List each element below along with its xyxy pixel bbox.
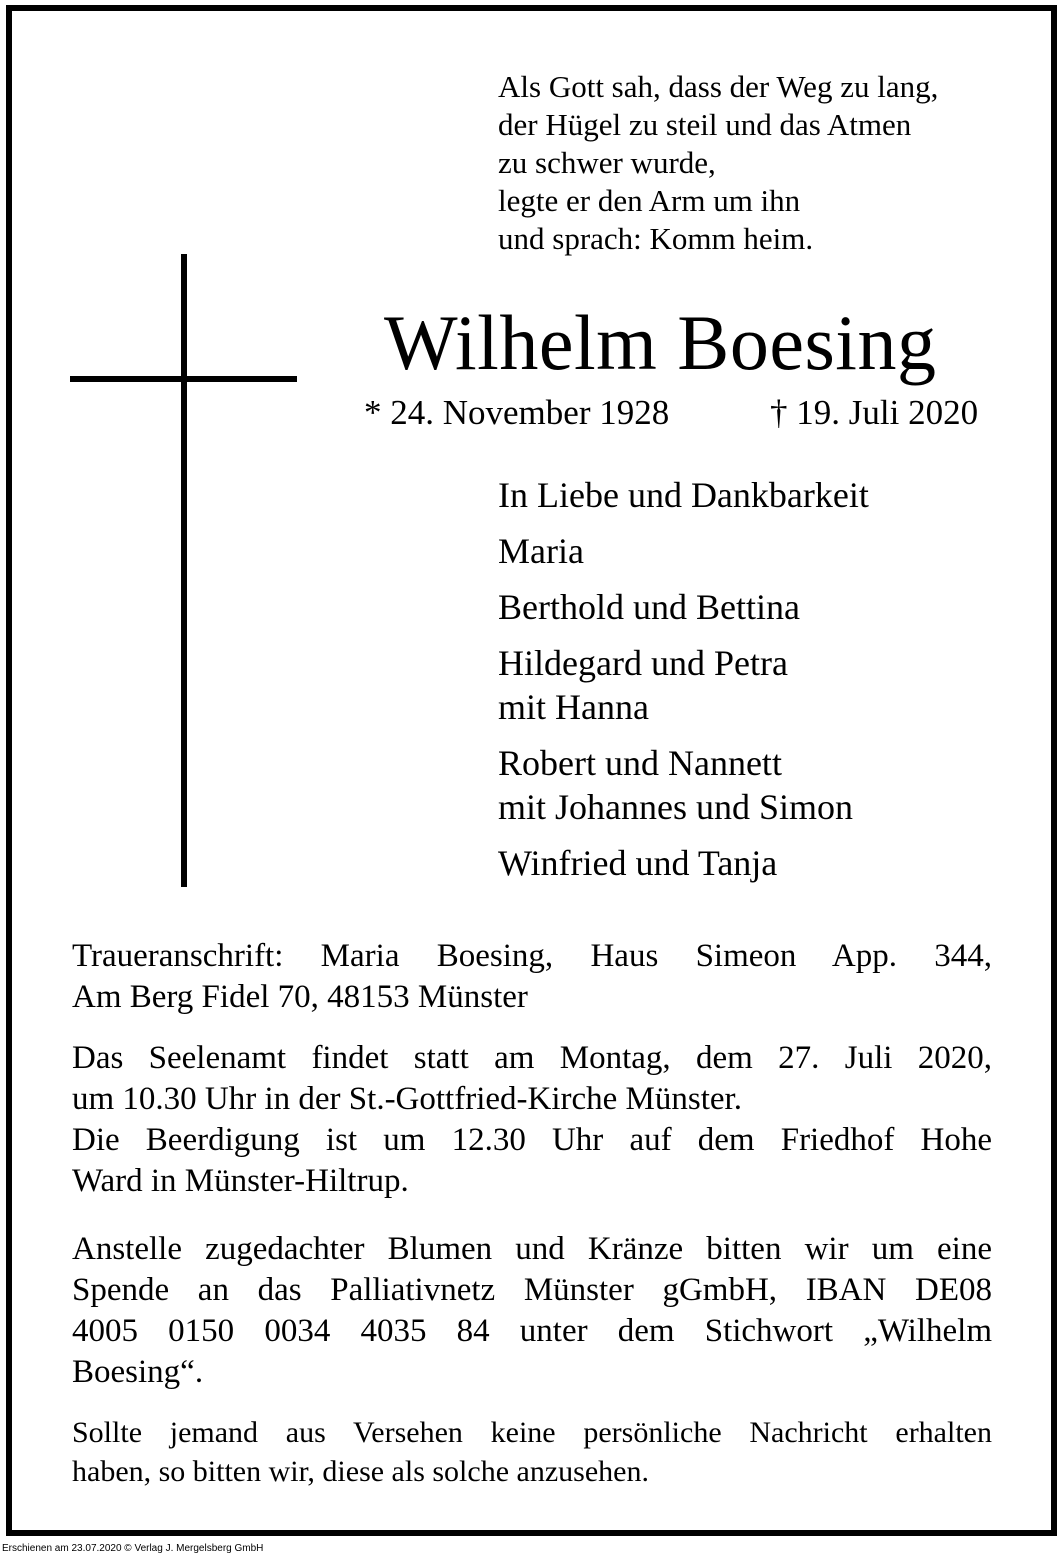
- note-line: Sollte jemand aus Versehen keine persönliche Nachricht erhalten: [72, 1416, 992, 1449]
- mourning-address: [72, 936, 992, 1018]
- mourner-line: Hildegard und Petra: [498, 643, 788, 683]
- poem: [498, 68, 938, 258]
- service-line: Das Seelenamt findet statt am Montag, dem 27. Juli 2020,: [72, 1040, 992, 1076]
- deceased-name: Wilhelm Boesing: [384, 299, 937, 386]
- poem-line: und sprach: Komm heim.: [498, 221, 814, 256]
- mourner-entry: [498, 841, 869, 885]
- mourners-list: [498, 473, 869, 897]
- mourner-entry: [498, 641, 869, 729]
- donation-info: [72, 1229, 992, 1393]
- service-line: Ward in Münster-Hiltrup.: [72, 1163, 409, 1199]
- mourner-entry: [498, 529, 869, 573]
- death-date: † 19. Juli 2020: [770, 393, 979, 432]
- mourner-line: Maria: [498, 531, 584, 571]
- service-line: um 10.30 Uhr in der St.-Gottfried-Kirche Münster.: [72, 1081, 742, 1117]
- cross-icon: [181, 254, 187, 887]
- donation-line: Spende an das Palliativnetz Münster gGmbH, IBAN DE08: [72, 1272, 992, 1308]
- service-info: [72, 1038, 992, 1202]
- address-line: Am Berg Fidel 70, 48153 Münster: [72, 979, 528, 1015]
- mourner-line: mit Johannes und Simon: [498, 787, 854, 827]
- cross-icon-bar: [70, 376, 297, 382]
- notification-note: [72, 1413, 992, 1491]
- donation-line: 4005 0150 0034 4035 84 unter dem Stichwort „Wilhelm: [72, 1313, 992, 1349]
- mourner-line: Winfried und Tanja: [498, 843, 778, 883]
- poem-line: zu schwer wurde,: [498, 145, 716, 180]
- service-line: Die Beerdigung ist um 12.30 Uhr auf dem Friedhof Hohe: [72, 1122, 992, 1158]
- publication-footer: Erschienen am 23.07.2020 © Verlag J. Mergelsberg GmbH: [2, 1543, 264, 1554]
- mourner-entry: [498, 741, 869, 829]
- mourners-intro: In Liebe und Dankbarkeit: [498, 475, 869, 515]
- mourner-line: Robert und Nannett: [498, 743, 782, 783]
- mourner-line: mit Hanna: [498, 687, 649, 727]
- donation-line: Anstelle zugedachter Blumen und Kränze bitten wir um eine: [72, 1231, 992, 1267]
- donation-line: Boesing“.: [72, 1354, 204, 1390]
- poem-line: Als Gott sah, dass der Weg zu lang,: [498, 69, 939, 104]
- note-line: haben, so bitten wir, diese als solche anzusehen.: [72, 1455, 649, 1488]
- address-line: Traueranschrift: Maria Boesing, Haus Simeon App. 344,: [72, 938, 992, 974]
- birth-date: * 24. November 1928: [364, 393, 670, 432]
- mourner-entry: [498, 585, 869, 629]
- mourner-line: Berthold und Bettina: [498, 587, 800, 627]
- poem-line: der Hügel zu steil und das Atmen: [498, 107, 912, 142]
- poem-line: legte er den Arm um ihn: [498, 183, 801, 218]
